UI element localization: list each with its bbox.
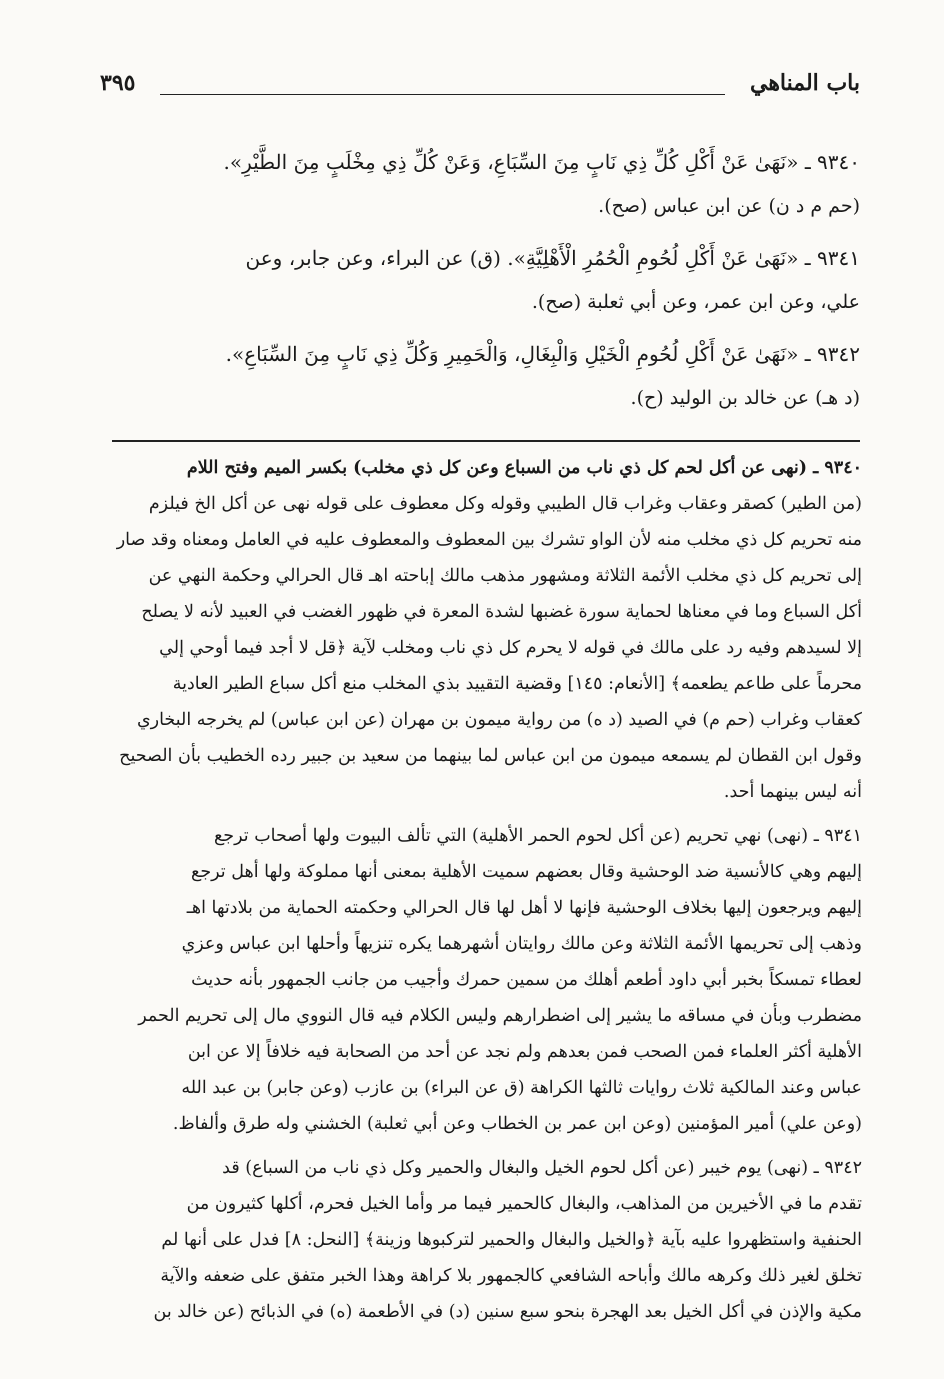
commentary-9341: [100, 818, 862, 1142]
commentary-line: منه تحريم كل ذي مخلب منه لأن الواو تشرك بين المعطوف والمعطوف عليه في العامل ومعناه وقد صار: [116, 530, 862, 550]
commentary-line: إليهم ويرجعون إليها بخلاف الوحشية فإنها لا أهل لها قال الحرالي وحكمته الحماية من بلادتها اهـ: [186, 898, 862, 918]
commentary-line: وقول ابن القطان لم يسمعه ميمون من ابن عباس لما بينهما من سعيد بن جبير رده الخطيب بأن الصحيح: [119, 746, 862, 766]
section-divider: [112, 440, 860, 442]
hadith-text: ٩٣٤١ ـ «نَهَىٰ عَنْ أَكْلِ لُحُومِ الْحُمُرِ الْأَهْلِيَّةِ». (ق) عن البراء، وعن جابر، وعن: [245, 246, 860, 270]
commentary-line: إليهم وهي كالأنسية ضد الوحشية وقال بعضهم سميت الأهلية بمعنى أنها مملوكة ولها أهل ترجع: [191, 862, 862, 882]
commentary-line: ٩٣٤٠ ـ (نهى عن أكل لحم كل ذي ناب من السباع وعن كل ذي مخلب) بكسر الميم وفتح اللام: [186, 458, 862, 478]
hadith-source: (حم م د ن) عن ابن عباس (صح).: [598, 195, 860, 217]
commentary-line: (من الطير) كصقر وعقاب وغراب قال الطيبي وقوله وكل معطوف على قوله نهى عن أكل الخ فيلزم: [148, 494, 862, 514]
commentary-line: إلا لسيدهم وفيه رد على مالك في قوله لا يحرم كل ذي ناب ومخلب لآية ﴿قل لا أجد فيما أوحي إلي: [159, 638, 862, 658]
commentary-line: ٩٣٤٢ ـ (نهى) يوم خيبر (عن أكل لحوم الخيل والبغال والحمير وكل ذي ناب من السباع) قد: [222, 1158, 862, 1178]
commentary-line: ٩٣٤١ ـ (نهى) نهي تحريم (عن أكل لحوم الحمر الأهلية) التي تألف البيوت ولها أصحاب ترجع: [213, 826, 862, 846]
chapter-title: باب المناهي: [749, 70, 860, 96]
page-header: [100, 70, 860, 110]
commentary-line: إلى تحريم كل ذي مخلب الأئمة الثلاثة ومشهور مذهب مالك إباحته اهـ قال الحرالي وحكمة النهي عن: [148, 566, 862, 586]
header-rule: [160, 94, 725, 95]
hadith-text: ٩٣٤٠ ـ «نَهَىٰ عَنْ أَكْلِ كُلِّ ذِي نَابٍ مِنَ السِّبَاعِ، وَعَنْ كُلِّ ذِي مِخْلَبٍ مِنَ الطَّيْرِ».: [223, 150, 860, 174]
hadith-9340: [100, 140, 860, 228]
commentary-line: الأهلية أكثر العلماء فمن الصحب فمن بعدهم ولم نجد عن أحد من الصحابة فيه خلافاً إلا عن ابن: [187, 1042, 862, 1062]
commentary-9342: [100, 1150, 862, 1330]
commentary-line: الحنفية واستظهروا عليه بآية ﴿والخيل والبغال والحمير لتركبوها وزينة﴾ [النحل: ٨] فدل على أنها لم: [161, 1230, 862, 1250]
hadith-source: علي، وعن ابن عمر، وعن أبي ثعلبة (صح).: [531, 291, 860, 313]
commentary-line: محرماً على طاعم يطعمه﴾ [الأنعام: ١٤٥] وقضية التقييد بذي المخلب منع أكل سباع الطير العادية: [172, 674, 862, 694]
commentary-line: لعطاء تمسكاً بخبر أبي داود أطعم أهلك من سمين حمرك وأجيب من جانب الجمهور بأنه حديث: [191, 970, 862, 990]
commentary-line: تقدم ما في الأخيرين من المذاهب، والبغال كالحمير فيما مر وأما الخيل فحرم، أكلها كثيرون من: [186, 1194, 862, 1214]
commentary-line: تخلق لغير ذلك وكرهه مالك وأباحه الشافعي كالجمهور بلا كراهة وهذا الخبر متفق على ضعفه والآية: [160, 1266, 862, 1286]
commentary-line: عباس وعند المالكية ثلاث روايات ثالثها الكراهة (ق عن البراء) بن عازب (وعن جابر) بن عبد الله: [181, 1078, 862, 1098]
commentary-line: أكل السباع وما في معناها لحماية سورة غضبها لشدة المعرة في ظهور الغضب في العبيد لأنه لا يصلح: [141, 602, 862, 622]
hadith-9342: [100, 332, 860, 420]
hadith-text: ٩٣٤٢ ـ «نَهَىٰ عَنْ أَكْلِ لُحُومِ الْخَيْلِ وَالْبِغَالِ، وَالْحَمِيرِ وَكُلِّ ذِي نَابٍ مِنَ السِّبَاعِ».: [225, 342, 860, 366]
commentary-line: مكية والإذن في أكل الخيل بعد الهجرة بنحو سبع سنين (د) في الأطعمة (ه) في الذبائح (عن خالد بن: [153, 1302, 862, 1322]
commentary-line: (وعن علي) أمير المؤمنين (وعن ابن عمر بن الخطاب وعن أبي ثعلبة) الخشني وله طرق وألفاظ.: [172, 1114, 862, 1134]
commentary-line: أنه ليس بينهما أحد.: [723, 782, 862, 802]
commentary-line: وذهب إلى تحريمها الأئمة الثلاثة وعن مالك روايتان أشهرهما يكره تنزيهاً وأحلها ابن عباس وعزي: [181, 934, 862, 954]
hadith-9341: [100, 236, 860, 324]
commentary-line: كعقاب وغراب (حم م) في الصيد (د ه) من رواية ميمون بن مهران (عن ابن عباس) لم يخرجه البخاري: [136, 710, 862, 730]
page-number: ٣٩٥: [100, 70, 136, 96]
commentary-line: مضطرب وبأن في مساقه ما يشير إلى اضطرارهم وليس الكلام فيه قال النووي مال إلى تحريم الحمر: [138, 1006, 862, 1026]
commentary-9340: [100, 450, 862, 810]
hadith-source: (د هـ) عن خالد بن الوليد (ح).: [630, 387, 860, 409]
